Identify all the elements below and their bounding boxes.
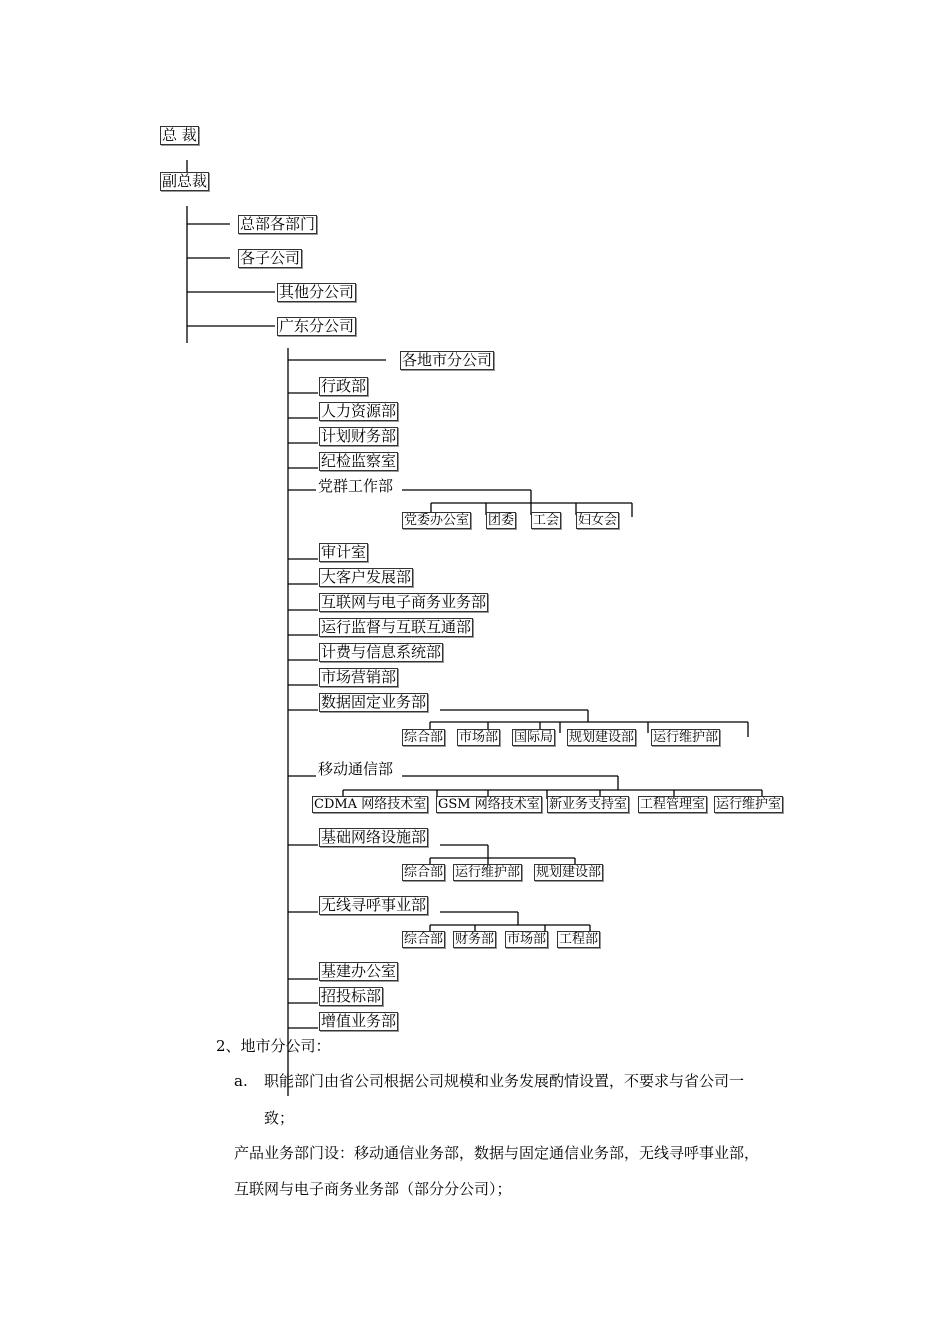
org-dept: 大客户发展部 [321, 568, 412, 586]
org-dept: 增值业务部 [321, 1012, 397, 1030]
org-subdept: 妇女会 [578, 513, 618, 528]
org-dept: 行政部 [321, 377, 367, 395]
org-subdept: 综合部 [404, 932, 444, 947]
org-subdept: 规划建设部 [569, 730, 635, 745]
org-node-hq-departments: 总部各部门 [240, 215, 316, 233]
org-dept: 基础网络设施部 [321, 828, 427, 846]
org-subdept: CDMA 网络技术室 [314, 797, 427, 812]
org-subdept: 党委办公室 [404, 513, 470, 528]
org-dept: 招投标部 [321, 987, 382, 1005]
org-subdept: 综合部 [404, 865, 444, 880]
org-node-other-branches: 其他分公司 [279, 283, 355, 301]
org-subdept: 运行维护室 [716, 797, 782, 812]
org-dept: 互联网与电子商务业务部 [321, 593, 487, 611]
org-subdept: 综合部 [404, 730, 444, 745]
paragraph-line: 致； [264, 1109, 295, 1127]
list-marker: a. [234, 1072, 248, 1090]
org-node-vice-president: 副总裁 [162, 172, 208, 190]
section-heading: 2、地市分公司： [216, 1037, 331, 1055]
org-dept: 基建办公室 [321, 962, 397, 980]
org-dept: 审计室 [321, 543, 367, 561]
paragraph-line: 职能部门由省公司根据公司规模和业务发展酌情设置，不要求与省公司一 [264, 1072, 745, 1090]
org-subdept: 运行维护部 [653, 730, 719, 745]
org-subdept: 市场部 [459, 730, 499, 745]
org-dept: 党群工作部 [318, 477, 394, 495]
org-dept: 纪检监察室 [321, 452, 397, 470]
org-node-subsidiaries: 各子公司 [240, 249, 301, 267]
org-subdept: 团委 [488, 513, 515, 528]
paragraph-line: 产品业务部门设：移动通信业务部，数据与固定通信业务部，无线寻呼事业部， [234, 1144, 760, 1162]
org-subdept: 工会 [533, 513, 560, 528]
org-subdept: 规划建设部 [536, 865, 602, 880]
org-subdept: 财务部 [455, 932, 495, 947]
org-subdept: 市场部 [507, 932, 547, 947]
org-subdept: 新业务支持室 [549, 797, 628, 812]
org-dept: 移动通信部 [318, 760, 394, 778]
org-node-city-branches: 各地市分公司 [402, 351, 493, 369]
org-dept: 计费与信息系统部 [321, 643, 442, 661]
org-subdept: GSM 网络技术室 [438, 797, 540, 812]
org-subdept: 工程部 [559, 932, 599, 947]
org-subdept: 工程管理室 [640, 797, 706, 812]
org-dept: 数据固定业务部 [321, 693, 427, 711]
paragraph-line: 互联网与电子商务业务部（部分分公司）； [234, 1180, 512, 1198]
org-subdept: 国际局 [514, 730, 554, 745]
org-node-guangdong-branch: 广东分公司 [279, 317, 355, 335]
org-dept: 运行监督与互联互通部 [321, 618, 472, 636]
org-dept: 人力资源部 [321, 402, 397, 420]
org-dept: 计划财务部 [321, 427, 397, 445]
org-dept: 无线寻呼事业部 [321, 896, 427, 914]
org-node-president: 总 裁 [162, 126, 197, 144]
org-subdept: 运行维护部 [455, 865, 521, 880]
org-dept: 市场营销部 [321, 668, 397, 686]
